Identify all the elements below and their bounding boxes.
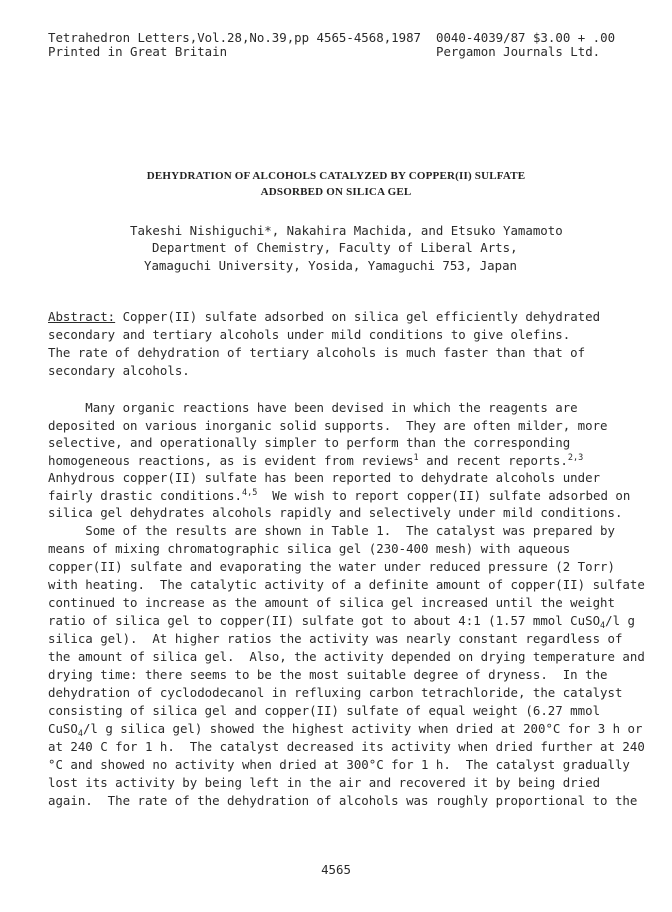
body-line: deposited on various inorganic solid supports. They are often milder, more — [48, 418, 608, 433]
affiliation-line1: Department of Chemistry, Faculty of Liberal Arts, — [152, 240, 518, 255]
body-line: Some of the results are shown in Table 1. The catalyst was prepared by — [48, 523, 615, 538]
body-line: silica gel dehydrates alcohols rapidly and selectively under mild conditions. — [48, 505, 623, 520]
body-line — [48, 489, 630, 503]
body-line: at 240 C for 1 h. The catalyst decreased its activity when dried further at 240 — [48, 739, 645, 754]
subscript: 4 — [77, 729, 83, 739]
body-line: again. The rate of the dehydration of alcohols was roughly proportional to the — [48, 793, 638, 808]
paper-title-line2: ADSORBED ON SILICA GEL — [260, 186, 412, 198]
paper-title-line1: DEHYDRATION OF ALCOHOLS CATALYZED BY COPPER(II) SULFATE — [146, 170, 526, 182]
abstract-line4: secondary alcohols. — [48, 363, 190, 378]
affiliation-line2: Yamaguchi University, Yosida, Yamaguchi 753, Japan — [144, 258, 517, 273]
body-line — [48, 613, 635, 631]
body-line: consisting of silica gel and copper(II) sulfate of equal weight (6.27 mmol — [48, 703, 601, 718]
body-line — [48, 721, 643, 739]
body-line — [48, 454, 583, 468]
body-line: dehydration of cyclododecanol in refluxing carbon tetrachloride, the catalyst — [48, 685, 623, 700]
body-text: /l g — [605, 613, 635, 628]
body-text: fairly drastic conditions. — [48, 488, 242, 503]
page-number: 4565 — [321, 862, 351, 877]
abstract-line2: secondary and tertiary alcohols under mild conditions to give olefins. — [48, 327, 571, 342]
abstract-text: Copper(II) sulfate adsorbed on silica gel efficiently dehydrated — [115, 309, 601, 324]
body-line: silica gel). At higher ratios the activity was nearly constant regardless of — [48, 631, 623, 646]
authors: Takeshi Nishiguchi*, Nakahira Machida, and Etsuko Yamamoto — [130, 223, 563, 238]
body-text: ratio of silica gel to copper(II) sulfate got to about 4:1 (1.57 mmol CuSO — [48, 613, 601, 628]
price-code: 0040-4039/87 $3.00 + .00 — [436, 30, 616, 45]
body-line: the amount of silica gel. Also, the activity depended on drying temperature and — [48, 649, 645, 664]
journal-citation: Tetrahedron Letters,Vol.28,No.39,pp 4565-4568,1987 — [48, 30, 421, 45]
body-line: °C and showed no activity when dried at 300°C for 1 h. The catalyst gradually — [48, 757, 630, 772]
body-text: and recent reports. — [418, 453, 568, 468]
abstract-line3: The rate of dehydration of tertiary alcohols is much faster than that of — [48, 345, 586, 360]
body-line: selective, and operationally simpler to perform than the corresponding — [48, 435, 571, 450]
body-line: Anhydrous copper(II) sulfate has been reported to dehydrate alcohols under — [48, 470, 601, 485]
body-text: CuSO — [48, 721, 78, 736]
abstract-line1 — [48, 310, 600, 324]
body-line: copper(II) sulfate and evaporating the water under reduced pressure (2 Torr) — [48, 559, 615, 574]
body-line: with heating. The catalytic activity of a definite amount of copper(II) sulfate — [48, 577, 645, 592]
body-line: Many organic reactions have been devised in which the reagents are — [48, 400, 578, 415]
body-text: homogeneous reactions, as is evident from reviews — [48, 453, 414, 468]
body-text: We wish to report copper(II) sulfate adsorbed on — [257, 488, 631, 503]
body-line: lost its activity by being left in the air and recovered it by being dried — [48, 775, 601, 790]
reference-4-5: 4,5 — [241, 488, 258, 498]
abstract-label: Abstract: — [48, 309, 116, 324]
body-line: means of mixing chromatographic silica gel (230-400 mesh) with aqueous — [48, 541, 571, 556]
printed-location: Printed in Great Britain — [48, 44, 228, 59]
reference-1: 1 — [413, 453, 419, 463]
body-text: /l g silica gel) showed the highest activity when dried at 200°C for 3 h or — [82, 721, 643, 736]
reference-2-3: 2,3 — [567, 453, 584, 463]
body-line: drying time: there seems to be the most suitable degree of dryness. In the — [48, 667, 608, 682]
publisher: Pergamon Journals Ltd. — [436, 44, 601, 59]
subscript: 4 — [600, 621, 606, 631]
body-line: continued to increase as the amount of silica gel increased until the weight — [48, 595, 615, 610]
